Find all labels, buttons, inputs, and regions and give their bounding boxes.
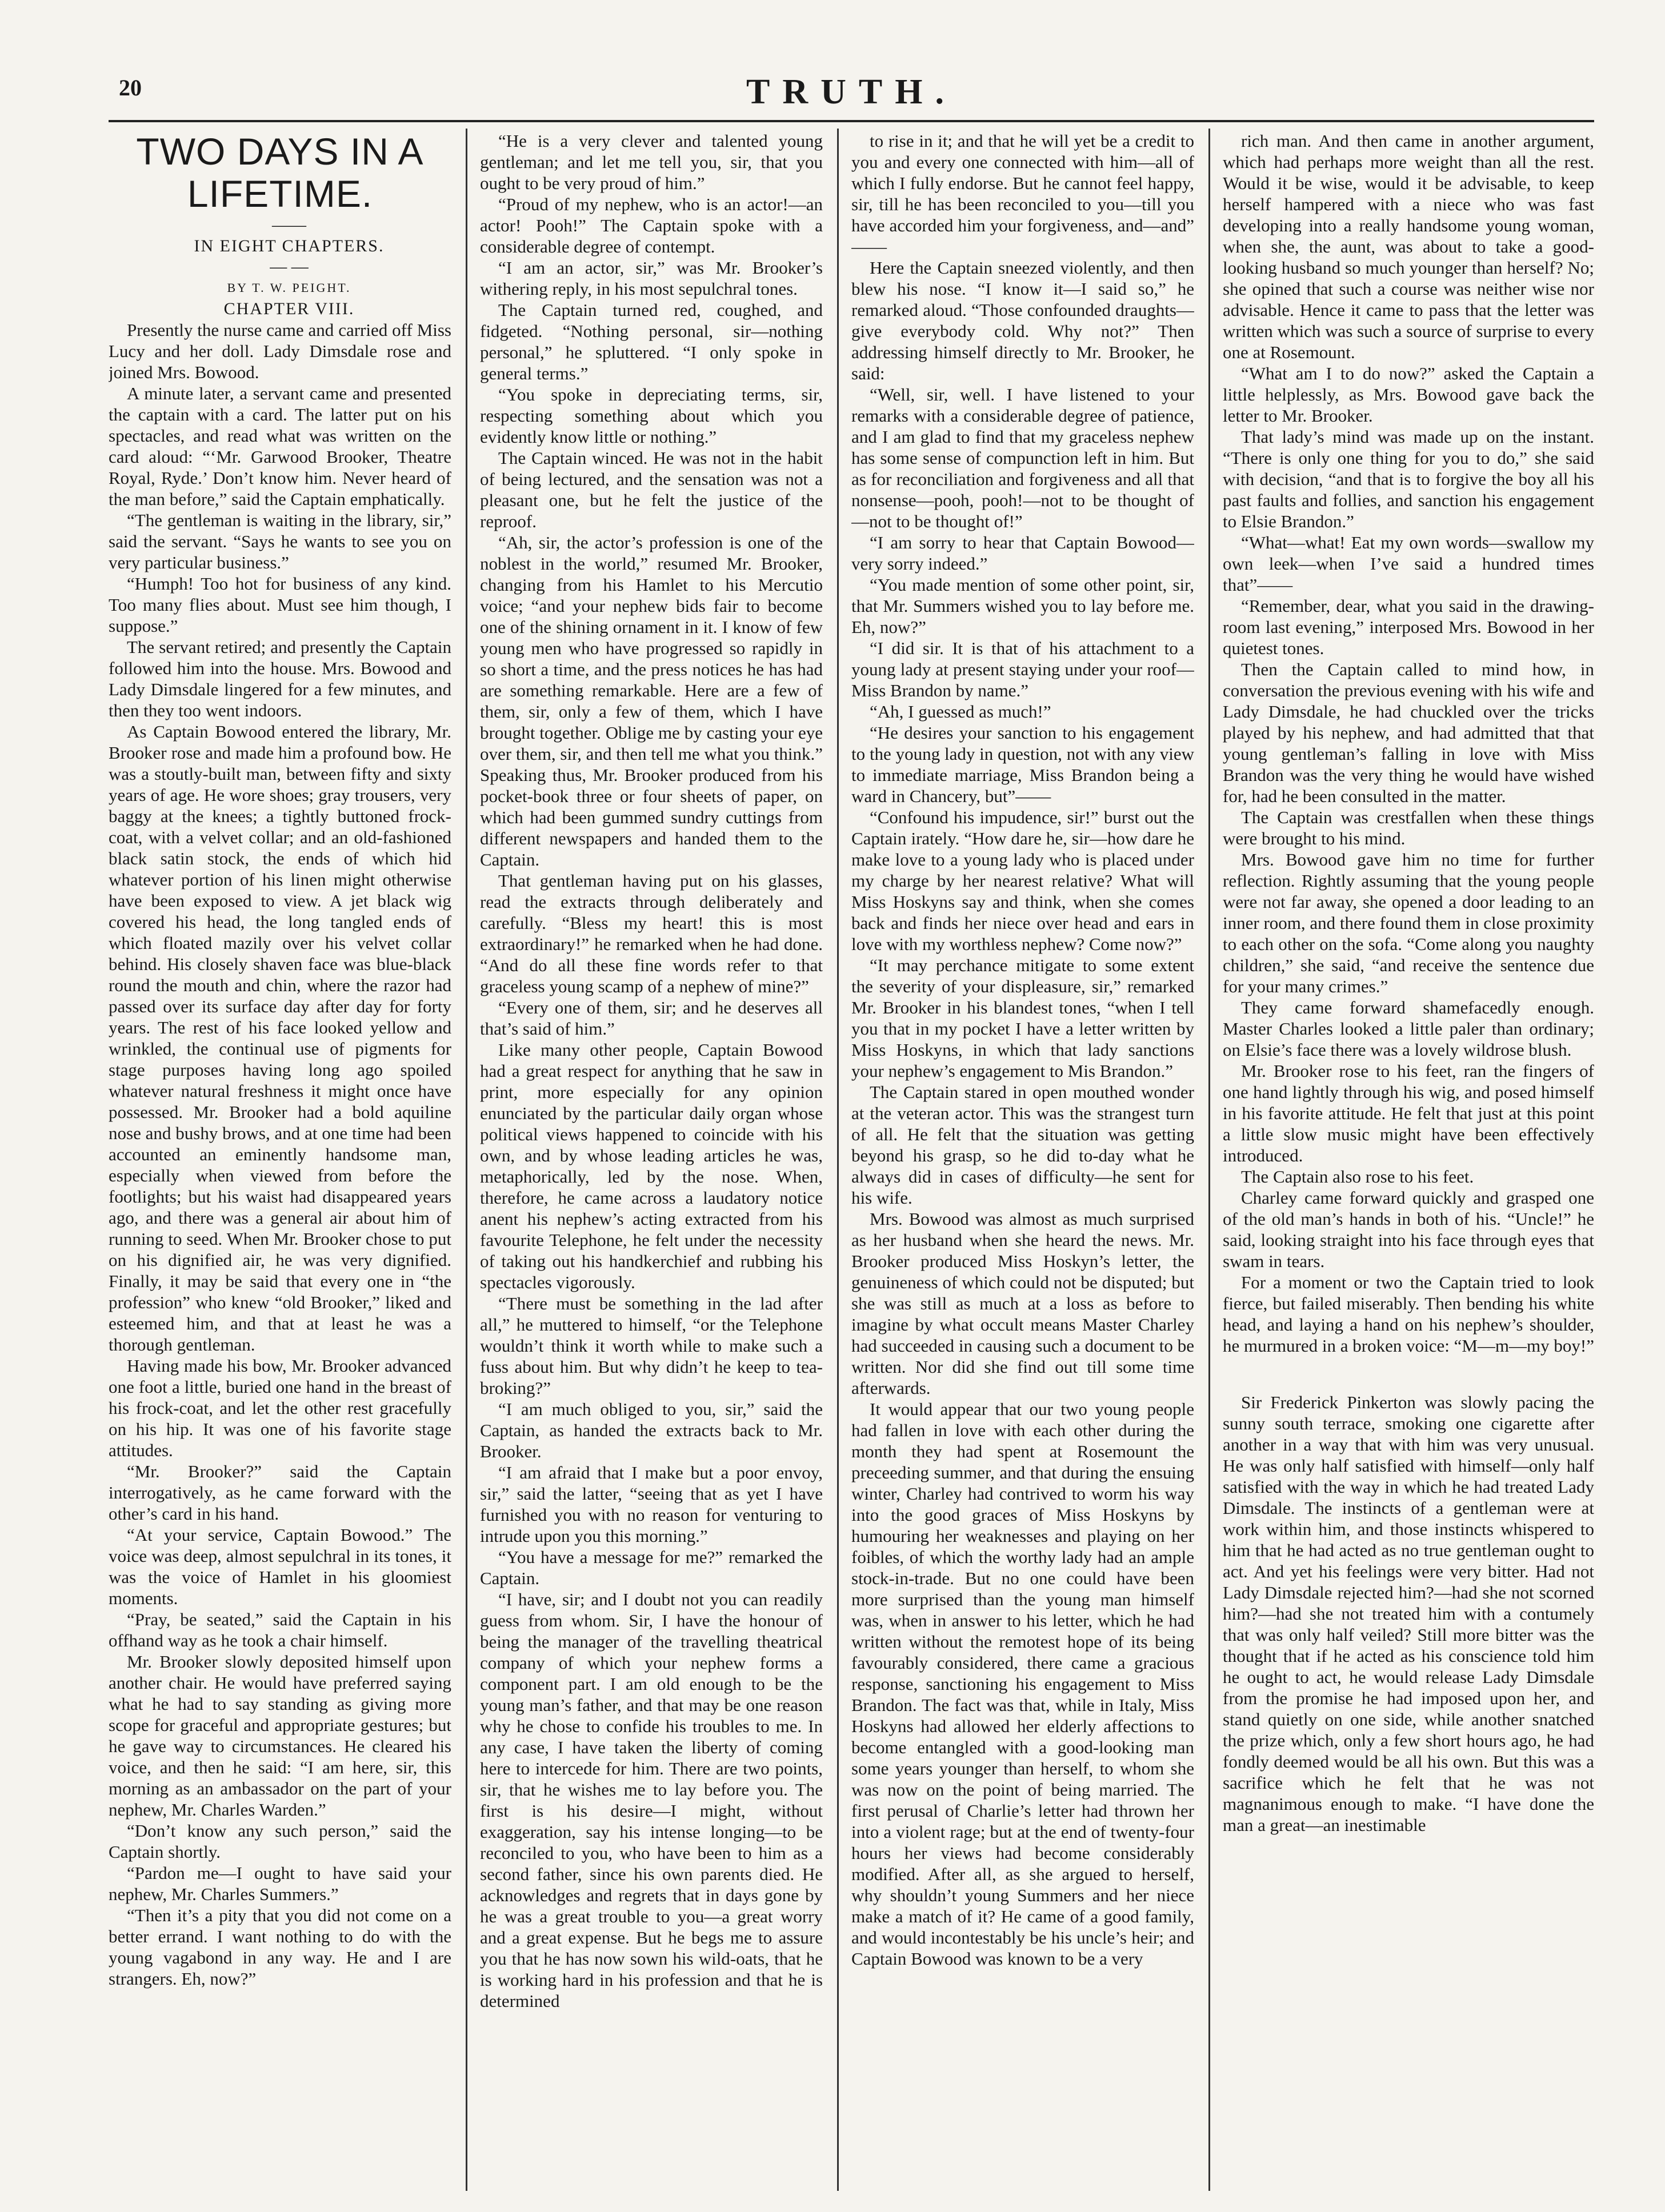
paragraph: to rise in it; and that he will yet be a credit to you and every one connected with him—all of which I fully endorse. But he cannot feel happy, sir, till he has been reconciled to you—till you have accorded him your forgiveness, and—and” —— <box>851 131 1194 257</box>
paragraph: Sir Frederick Pinkerton was slowly pacing the sunny south terrace, smoking one cigarette after another in a way that with him was very unusual. He was only half satisfied with himself—only half satisfied with the way in which he had treated Lady Dimsdale. The instincts of a gentleman were at work within him, and those instincts whispered to him that he had acted as no true gentleman ought to act. And yet his feelings were very bitter. Had not Lady Dimsdale rejected him?—had she not scorned him?—had she not treated him with a contumely that was only half veiled? Still more bitter was the thought that if he acted as his conscience told him he ought to act, he would release Lady Dimsdale from the promise he had imposed upon her, and stand quietly on one side, while another snatched the prize which, only a few short hours ago, he had fondly deemed would be all his own. But this was a sacrifice which he felt that he was not magnanimous enough to make. “I have done the man a great—an inestimable <box>1223 1392 1594 1835</box>
paragraph: It would appear that our two young people had fallen in love with each other during the month they had spent at Rosemount the preceeding summer, and that during the ensuing winter, Charley had contrived to worm his way into the good graces of Miss Hoskyns by humouring her weaknesses and playing on her foibles, of which the worthy lady had an ample stock-in-trade. But no one could have been more surprised than the young man himself was, when in answer to his letter, which he had written without the remotest hope of its being favourably considered, there came a gracious response, sanctioning his engagement to Miss Brandon. The fact was that, while in Italy, Miss Hoskyns had allowed her elderly affections to become entangled with a good-looking man some years younger than herself, to whom she was now on the point of being married. The first perusal of Charlie’s letter had thrown her into a violent rage; but at the end of twenty-four hours her views had become considerably modified. After all, as she argued to herself, why shouldn’t young Summers and her niece make a match of it? He came of a good family, and would incontestably be his uncle’s heir; and Captain Bowood was known to be a very <box>851 1399 1194 1969</box>
header-rule <box>109 120 1594 122</box>
paragraph: Mr. Brooker slowly deposited himself upon another chair. He would have preferred saying what he had to say standing as giving more scope for graceful and appropriate gestures; but he gave way to circumstances. He cleared his voice, and then he said: “I am here, sir, this morning as an ambassador on the part of your nephew, Mr. Charles Warden.” <box>109 1652 451 1820</box>
paragraph: “Pray, be seated,” said the Captain in his offhand way as he took a chair himself. <box>109 1609 451 1650</box>
column-4 <box>1223 130 1594 2187</box>
story-subtitle: IN EIGHT CHAPTERS. <box>194 237 385 255</box>
title-divider: —— <box>272 215 306 234</box>
paragraph: Presently the nurse came and carried off Miss Lucy and her doll. Lady Dimsdale rose and joined Mrs. Bowood. <box>109 320 451 382</box>
paragraph: “It may perchance mitigate to some extent the severity of your displeasure, sir,” remarked Mr. Brooker in his blandest tones, “when I tell you that in my pocket I have a letter written by Miss Hoskyns, in which that lady sanctions your nephew’s engagement to Mis Brandon.” <box>851 955 1194 1081</box>
subtitle-divider: — — <box>270 257 309 276</box>
paragraph: “What—what! Eat my own words—swallow my own leek—when I’ve said a hundred times that”—— <box>1223 532 1594 595</box>
column-rule <box>466 129 467 2191</box>
masthead: TRUTH. <box>746 73 956 111</box>
paragraph: Mrs. Bowood was almost as much surprised as her husband when she heard the news. Mr. Brooker produced Miss Hoskyn’s letter, the genuineness of which could not be disputed; but she was still as much at a loss as before to imagine by what occult means Master Charley had succeeded in causing such a document to be written. Nor did she find out till some time afterwards. <box>851 1209 1194 1398</box>
paragraph: “Pardon me—I ought to have said your nephew, Mr. Charles Summers.” <box>109 1863 451 1904</box>
paragraph: “I have, sir; and I doubt not you can readily guess from whom. Sir, I have the honour of being the manager of the travelling theatrical company of which your nephew forms a component part. I am old enough to be the young man’s father, and that may be one reason why he chose to confide his troubles to me. In any case, I have taken the liberty of coming here to intercede for him. There are two points, sir, that he wishes me to lay before you. The first is his desire—I might, without exaggeration, say his intense longing—to be reconciled to you, who have been to him as a second father, since his own parents died. He acknowledges and regrets that in days gone by he was a great trouble to you—a great worry and a great expense. But he begs me to assure you that he has now sown his wild-oats, that he is working hard in his profession and that he is determined <box>480 1589 823 2011</box>
paragraph: “He is a very clever and talented young gentleman; and let me tell you, sir, that you ought to be very proud of him.” <box>480 131 823 193</box>
paragraph: Like many other people, Captain Bowood had a great respect for anything that he saw in print, more especially for any opinion enunciated by the particular daily organ whose political views happened to coincide with his own, and by whose leading articles he was, metaphorically, led by the nose. When, therefore, he came across a laudatory notice anent his nephew’s acting extracted from his favourite Telephone, he felt under the necessity of taking out his handkerchief and rubbing his spectacles vigorously. <box>480 1040 823 1292</box>
story-byline: BY T. W. PEIGHT. <box>227 280 351 295</box>
paragraph: “What am I to do now?” asked the Captain a little helplessly, as Mrs. Bowood gave back the letter to Mr. Brooker. <box>1223 363 1594 426</box>
paragraph: “Mr. Brooker?” said the Captain interrogatively, as he came forward with the other’s card in his hand. <box>109 1461 451 1524</box>
paragraph: The Captain turned red, coughed, and fidgeted. “Nothing personal, sir—nothing personal,” he spluttered. “I only spoke in general terms.” <box>480 300 823 383</box>
paragraph: “Ah, I guessed as much!” <box>870 702 1051 722</box>
paragraph: “I am an actor, sir,” was Mr. Brooker’s withering reply, in his most sepulchral tones. <box>480 258 823 299</box>
paragraph: “Remember, dear, what you said in the drawing-room last evening,” interposed Mrs. Bowood in her quietest tones. <box>1223 596 1594 658</box>
column-4-body <box>1223 130 1594 1356</box>
paragraph: That gentleman having put on his glasses, read the extracts through deliberately and carefully. “Bless my heart! this is most extraordinary!” he remarked when he had done. “And do all these fine words refer to that graceless young scamp of a nephew of mine?” <box>480 871 823 996</box>
paragraph: “Ah, sir, the actor’s profession is one of the noblest in the world,” resumed Mr. Brooker, changing from his Hamlet to his Mercutio voice; “and your nephew bids fair to become one of the shining ornament in it. I know of few young men who have progressed so rapidly in so short a time, and the press notices he has had are something remarkable. Here are a few of them, sir, only a few of them, which I have brought together. Oblige me by casting your eye over them, sir, and then tell me what you think.” Speaking thus, Mr. Brooker produced from his pocket-book three or four sheets of paper, on which had been gummed sundry cuttings from different newspapers and handed them to the Captain. <box>480 532 823 869</box>
paragraph: Charley came forward quickly and grasped one of the old man’s hands in both of his. “Uncle!” he said, looking straight into his face through eyes that swam in tears. <box>1223 1188 1594 1271</box>
paragraph: “At your service, Captain Bowood.” The voice was deep, almost sepulchral in its tones, it was the voice of Hamlet in his gloomiest moments. <box>109 1525 451 1608</box>
paragraph: They came forward shamefacedly enough. Master Charles looked a little paler than ordinary; on Elsie’s face there was a lovely wildrose blush. <box>1223 997 1594 1060</box>
paragraph: Having made his bow, Mr. Brooker advanced one foot a little, buried one hand in the breast of his frock-coat, and let the other rest gracefully on his hip. It was one of his favorite stage attitudes. <box>109 1356 451 1460</box>
section-break <box>1223 1356 1594 1392</box>
column-2-body <box>480 130 823 2011</box>
column-1 <box>109 130 451 2187</box>
paragraph: “You spoke in depreciating terms, sir, respecting something about which you evidently know little or nothing.” <box>480 384 823 447</box>
paragraph: “Every one of them, sir; and he deserves all that’s said of him.” <box>480 997 823 1039</box>
chapter-heading: CHAPTER VIII. <box>223 299 355 318</box>
paragraph: “There must be something in the lad after all,” he muttered to himself, “or the Telephone wouldn’t think it worth while to make such a fuss about him. But why didn’t he keep to tea-broking?” <box>480 1293 823 1398</box>
paragraph: The servant retired; and presently the Captain followed him into the house. Mrs. Bowood and Lady Dimsdale lingered for a few minutes, and then they too went indoors. <box>109 637 451 720</box>
paragraph: The Captain was crestfallen when these things were brought to his mind. <box>1223 807 1594 848</box>
paragraph: “I am sorry to hear that Captain Bowood—very sorry indeed.” <box>851 532 1194 574</box>
column-2 <box>480 130 823 2187</box>
paragraph: “He desires your sanction to his engagement to the young lady in question, not with any view to immediate marriage, Miss Brandon being a ward in Chancery, but”—— <box>851 723 1194 806</box>
paragraph: “Don’t know any such person,” said the Captain shortly. <box>109 1821 451 1862</box>
paragraph: “The gentleman is waiting in the library, sir,” said the servant. “Says he wants to see you on very particular business.” <box>109 510 451 572</box>
paragraph: “Proud of my nephew, who is an actor!—an actor! Pooh!” The Captain spoke with a considerable degree of contempt. <box>480 194 823 257</box>
paragraph: Then the Captain called to mind how, in conversation the previous evening with his wife and Lady Dimsdale, he had chuckled over the tricks played by his nephew, and had admitted that that young gentleman’s falling in love with Miss Brandon was the very thing he would have wished for, had he been consulted in the matter. <box>1223 659 1594 806</box>
column-4-body-continued <box>1223 1392 1594 1836</box>
column-1-body <box>109 319 451 1989</box>
paragraph: The Captain stared in open mouthed wonder at the veteran actor. This was the strangest turn of all. He felt that the situation was getting beyond his grasp, so he did to-day what he always did in cases of difficulty—he sent for his wife. <box>851 1082 1194 1208</box>
paragraph: “Then it’s a pity that you did not come on a better errand. I want nothing to do with the young vagabond in any way. He and I are strangers. Eh, now?” <box>109 1905 451 1989</box>
paragraph: “I am afraid that I make but a poor envoy, sir,” said the latter, “seeing that as yet I have furnished you with no reason for venturing to intrude upon you this morning.” <box>480 1462 823 1546</box>
paragraph: Mr. Brooker rose to his feet, ran the fingers of one hand lightly through his wig, and posed himself in his favorite attitude. He felt that just at this point a little slow music might have been effectively introduced. <box>1223 1061 1594 1165</box>
paragraph: The Captain winced. He was not in the habit of being lectured, and the sensation was not a pleasant one, but he felt the justice of the reproof. <box>480 448 823 531</box>
paragraph: Mrs. Bowood gave him no time for further reflection. Rightly assuming that the young people were not far away, she opened a door leading to an inner room, and there found them in close proximity to each other on the sofa. “Come along you naughty children,” she said, “and receive the sentence due for your many crimes.” <box>1223 849 1594 996</box>
paragraph: “Confound his impudence, sir!” burst out the Captain irately. “How dare he, sir—how dare he make love to a young lady who is placed under my charge by her nearest relative? What will Miss Hoskyns say and think, when she comes back and finds her niece over head and ears in love with my worthless nephew? Come now?” <box>851 807 1194 954</box>
paragraph: “I am much obliged to you, sir,” said the Captain, as handed the extracts back to Mr. Brooker. <box>480 1399 823 1461</box>
paragraph: As Captain Bowood entered the library, Mr. Brooker rose and made him a profound bow. He was a stoutly-built man, between fifty and sixty years of age. He wore shoes; gray trousers, very baggy at the knees; a tightly buttoned frock-coat, with a velvet collar; and an old-fashioned black satin stock, the ends of which hid whatever portion of his linen might otherwise have been exposed to view. A jet black wig covered his head, the long tangled ends of which floated mazily over his velvet collar behind. His closely shaven face was blue-black round the mouth and chin, where the razor had passed over its surface day after day for forty years. The rest of his face looked yellow and wrinkled, the continual use of pigments for stage purposes having long ago spoiled whatever natural freshness it might once have possessed. Mr. Brooker had a bold aquiline nose and bushy brows, and at one time had been accounted an eminently handsome man, especially when viewed from before the footlights; but his waist had disappeared years ago, and there was a general air about him of running to seed. When Mr. Brooker chose to put on his dignified air, he was very dignified. Finally, it may be said that every one in “the profession” who knew “old Brooker,” liked and esteemed him, and that at least he was a thorough gentleman. <box>109 722 451 1355</box>
paragraph: That lady’s mind was made up on the instant. “There is only one thing for you to do,” she said with decision, “and that is to forgive the boy all his past faults and follies, and sanction his engagement to Elsie Brandon.” <box>1223 427 1594 531</box>
column-rule <box>837 129 839 2191</box>
story-title: TWO DAYS IN A LIFETIME. <box>136 130 424 215</box>
page-header <box>109 74 1594 120</box>
paragraph: The Captain also rose to his feet. <box>1241 1167 1474 1187</box>
paragraph: “Well, sir, well. I have listened to your remarks with a considerable degree of patience, and I am glad to find that my graceless nephew has some sense of compunction left in him. But as for reconciliation and forgiveness and all that nonsense—pooh, pooh!—not to be thought of—not to be thought of!” <box>851 384 1194 531</box>
paragraph: “Humph! Too hot for business of any kind. Too many flies about. Must see him though, I suppose.” <box>109 574 451 636</box>
column-3-body <box>851 130 1194 1969</box>
paragraph: For a moment or two the Captain tried to look fierce, but failed miserably. Then bending his white head, and laying a hand on his nephew’s shoulder, he murmured in a broken voice: “M—m—my boy!” <box>1223 1272 1594 1356</box>
paragraph: “You have a message for me?” remarked the Captain. <box>480 1547 823 1588</box>
paragraph: “I did sir. It is that of his attachment to a young lady at present staying under your roof—Miss Brandon by name.” <box>851 638 1194 700</box>
column-rule <box>1208 129 1210 2191</box>
paragraph: “You made mention of some other point, sir, that Mr. Summers wished you to lay before me. Eh, now?” <box>851 575 1194 637</box>
page-number: 20 <box>119 75 142 101</box>
paragraph: rich man. And then came in another argument, which had perhaps more weight than all the rest. Would it be wise, would it be advisable, to keep herself hampered with a niece who was fast developing into a really handsome young woman, when she, the aunt, was about to take a good-looking husband so much younger than herself? No; she opined that such a course was neither wise nor advisable. Hence it came to pass that the letter was written which was such a source of surprise to every one at Rosemount. <box>1223 131 1594 362</box>
column-3 <box>851 130 1194 2187</box>
paragraph: Here the Captain sneezed violently, and then blew his nose. “I know it—I said so,” he remarked aloud. “Those confounded draughts—give everybody cold. Why not?” Then addressing himself directly to Mr. Brooker, he said: <box>851 258 1194 383</box>
paragraph: A minute later, a servant came and presented the captain with a card. The latter put on his spectacles, and read what was written on the card aloud: “‘Mr. Garwood Brooker, Theatre Royal, Ryde.’ Don’t know him. Never heard of the man before,” said the Captain emphatically. <box>109 383 451 509</box>
